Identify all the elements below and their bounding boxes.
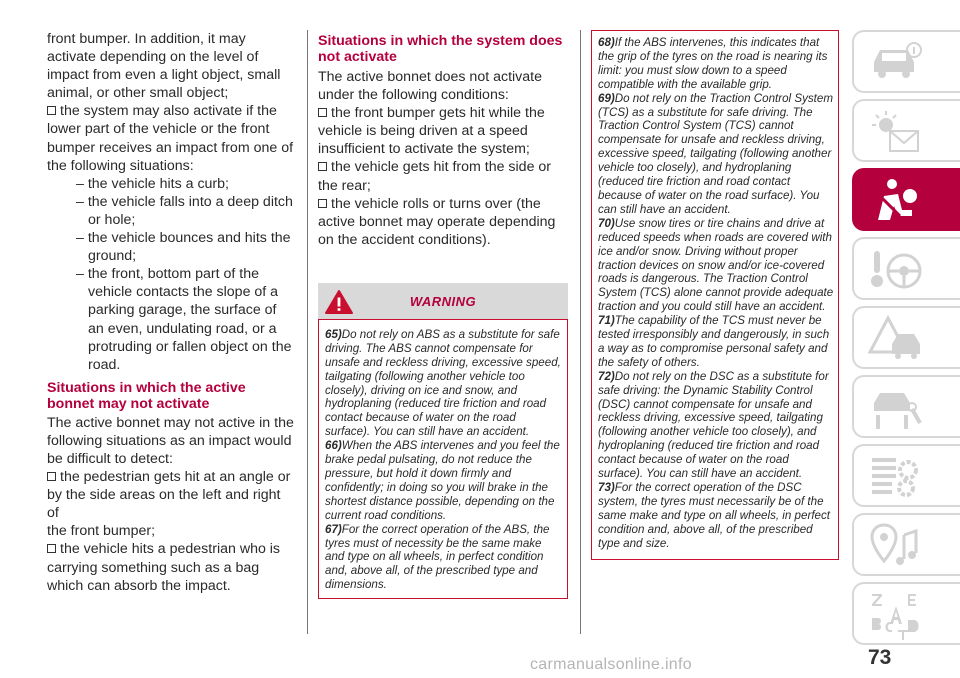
text-line: animal, or other small object; xyxy=(47,85,229,102)
warning-number: 73) xyxy=(598,481,615,494)
dash-list xyxy=(47,175,295,374)
tab-multimedia[interactable] xyxy=(852,513,960,576)
warning-number: 67) xyxy=(325,522,342,536)
text-line: bumper receives an impact from one of xyxy=(47,139,294,156)
section-heading: Situations in which the system does not activate xyxy=(318,33,563,65)
warning-text: Do not rely on the Traction Control System (TCS) as a substitute for safe driving. The Traction Control System (TCS) cannot compensate for unsafe and reckless driving, excessive speed, tailgating (following another vehicle too closely), and hydroplaning (reduced tire friction and road contact because of water on the road surface). You can still have an accident. xyxy=(598,91,833,216)
bullet-item xyxy=(47,540,295,594)
navigation-music-icon xyxy=(868,521,924,571)
bullet-item xyxy=(318,195,568,249)
tab-safety[interactable] xyxy=(852,168,960,231)
warning-item xyxy=(325,523,563,593)
checkbox-bullet-icon xyxy=(318,108,327,117)
tab-index[interactable] xyxy=(852,582,960,645)
text-line: the vehicle rolls or turns over (the xyxy=(331,195,541,212)
warning-number: 72) xyxy=(598,369,615,383)
tab-emergency[interactable] xyxy=(852,306,960,369)
text-line: be difficult to detect: xyxy=(47,450,173,467)
text-line: The active bonnet does not activate xyxy=(318,69,542,85)
warning-triangle-car-icon xyxy=(868,314,924,364)
checkbox-bullet-icon xyxy=(47,106,56,115)
paragraph xyxy=(47,414,295,468)
warning-number: 65) xyxy=(325,327,342,341)
intro-paragraph xyxy=(47,30,295,102)
dash-list-item: – the vehicle bounces and hits the ground; xyxy=(76,230,291,265)
text-line: the front bumper; xyxy=(47,523,156,540)
text-line: The active bonnet may not active in the xyxy=(47,414,294,431)
text-line: on the accident conditions). xyxy=(318,231,491,248)
warning-number: 71) xyxy=(598,314,615,328)
dash-list-item: – the front, bottom part of the vehicle contacts the slope of a parking garage, the surface of an even, undulating road, or a protruding or fallen object on the road. xyxy=(76,266,292,373)
page-number: 73 xyxy=(868,646,892,669)
text-line: by the side areas on the left and right of xyxy=(47,487,281,522)
text-line: insufficient to activate the system; xyxy=(318,141,530,158)
dash-list-item: – the vehicle hits a curb; xyxy=(76,175,229,192)
checkbox-bullet-icon xyxy=(47,472,56,481)
column-left xyxy=(47,30,295,595)
warning-item xyxy=(598,92,834,217)
warning-title: WARNING xyxy=(409,293,477,309)
warning-item xyxy=(598,370,834,481)
dash-list-item: – the vehicle falls into a deep ditch or hole; xyxy=(76,193,293,228)
text-line: impact from even a light object, small xyxy=(47,67,281,84)
text-line: the front bumper gets hit while the xyxy=(331,105,545,122)
chapter-tabs xyxy=(852,30,960,651)
warning-box xyxy=(318,319,568,599)
alphabet-index-icon xyxy=(868,590,924,640)
paragraph xyxy=(318,68,568,104)
text-line: under the following conditions: xyxy=(318,87,509,104)
warning-item xyxy=(598,481,834,551)
tab-starting-driving[interactable] xyxy=(852,237,960,300)
settings-gears-icon xyxy=(868,452,924,502)
warning-text: Do not rely on the DSC as a substitute for safe driving: the Dynamic Stability Control (DSC) cannot compensate for unsafe and reckless driving, excessive speed, tailgating (following another vehicle too closely), and hydroplaning (reduced tire friction and road contact because of water on the road surface). You can still have an accident. xyxy=(598,369,829,481)
column-divider xyxy=(307,30,308,634)
warning-number: 70) xyxy=(598,216,615,230)
checkbox-bullet-icon xyxy=(47,544,56,553)
key-steering-wheel-icon xyxy=(868,245,924,295)
bullet-item xyxy=(47,102,295,174)
warning-text: Use snow tires or tire chains and drive at reduced speeds when roads are covered with ice and/or snow. Driving without proper traction devices on snow and/or ice-covered roads is dangerous. The Traction Control System (TCS) alone cannot provide adequate traction and you could still have an accident. xyxy=(598,216,834,314)
section-heading: Situations in which the active bonnet may not activate xyxy=(47,379,246,412)
checkbox-bullet-icon xyxy=(318,199,327,208)
checkbox-bullet-icon xyxy=(318,162,327,171)
dashboard-lights-icon xyxy=(868,107,924,157)
warning-header xyxy=(318,283,568,319)
warning-item xyxy=(598,314,834,370)
warning-text: Do not rely on ABS as a substitute for safe driving. The ABS cannot compensate for unsafe and reckless driving, excessive speed, tailgating (following another vehicle too closely), driving on ice and snow, and hydroplaning (reduced tire friction and road contact because of water on the road surface). You can still have an accident. xyxy=(325,327,561,439)
text-line: the rear; xyxy=(318,177,371,194)
column-divider xyxy=(580,30,581,634)
column-right xyxy=(591,30,839,560)
warning-text: When the ABS intervenes and you feel the brake pedal pulsating, do not reduce the pressure, but hold it down firmly and confidently; in doing so you will brake in the shortest distance possible, depending on the current road conditions. xyxy=(325,439,560,522)
text-line: the following situations: xyxy=(47,157,194,174)
warning-text: If the ABS intervenes, this indicates that the grip of the tyres on the road is nearing its limit: you must slow down to a speed compatible with the available grip. xyxy=(598,36,828,91)
car-icon xyxy=(868,38,924,88)
text-line: front bumper. In addition, it may xyxy=(47,31,246,47)
car-lift-wrench-icon xyxy=(868,383,924,433)
warning-item xyxy=(325,439,563,522)
warning-item xyxy=(598,36,834,92)
warning-text: For the correct operation of the ABS, the tyres must of necessity be the same make and type on all wheels, in perfect condition and, above all, of the prescribed type and dimensions. xyxy=(325,522,550,592)
column-middle xyxy=(318,30,568,599)
text-line: carrying something such as a bag xyxy=(47,559,260,576)
text-line: active bonnet may operate depending xyxy=(318,213,556,230)
text-line: the vehicle gets hit from the side or xyxy=(331,159,552,176)
warning-item xyxy=(598,217,834,314)
bullet-item xyxy=(47,468,295,540)
warning-number: 69) xyxy=(598,91,615,105)
text-line: the system may also activate if the xyxy=(60,103,277,120)
warning-text: The capability of the TCS must never be tested irresponsibly and dangerously, in such a way as to compromise personal safety and the safety of others. xyxy=(598,314,830,369)
tab-dashboard-lights[interactable] xyxy=(852,99,960,162)
tab-vehicle[interactable] xyxy=(852,30,960,93)
warning-box xyxy=(591,30,839,560)
text-line: the vehicle hits a pedestrian who is xyxy=(60,541,281,558)
bullet-item xyxy=(318,104,568,158)
text-line: which can absorb the impact. xyxy=(47,577,231,594)
text-line: vehicle is being driven at a speed xyxy=(318,123,528,140)
warning-item xyxy=(325,328,563,439)
text-line: lower part of the vehicle or the front xyxy=(47,121,270,138)
warning-text: For the correct operation of the DSC system, the tyres must necessarily be of the same make and type on all wheels, in perfect condition and, above all, of the prescribed type and size. xyxy=(598,481,830,550)
text-line: activate depending on the level of xyxy=(47,49,259,66)
tab-maintenance[interactable] xyxy=(852,375,960,438)
tab-technical-data[interactable] xyxy=(852,444,960,507)
watermark: carmanualsonline.info xyxy=(530,656,692,673)
warning-number: 68) xyxy=(598,36,615,49)
bullet-item xyxy=(318,158,568,194)
seatbelt-airbag-icon xyxy=(868,176,924,226)
text-line: the pedestrian gets hit at an angle or xyxy=(60,469,291,486)
text-line: following situations as an impact would xyxy=(47,432,292,449)
warning-number: 66) xyxy=(325,439,342,453)
